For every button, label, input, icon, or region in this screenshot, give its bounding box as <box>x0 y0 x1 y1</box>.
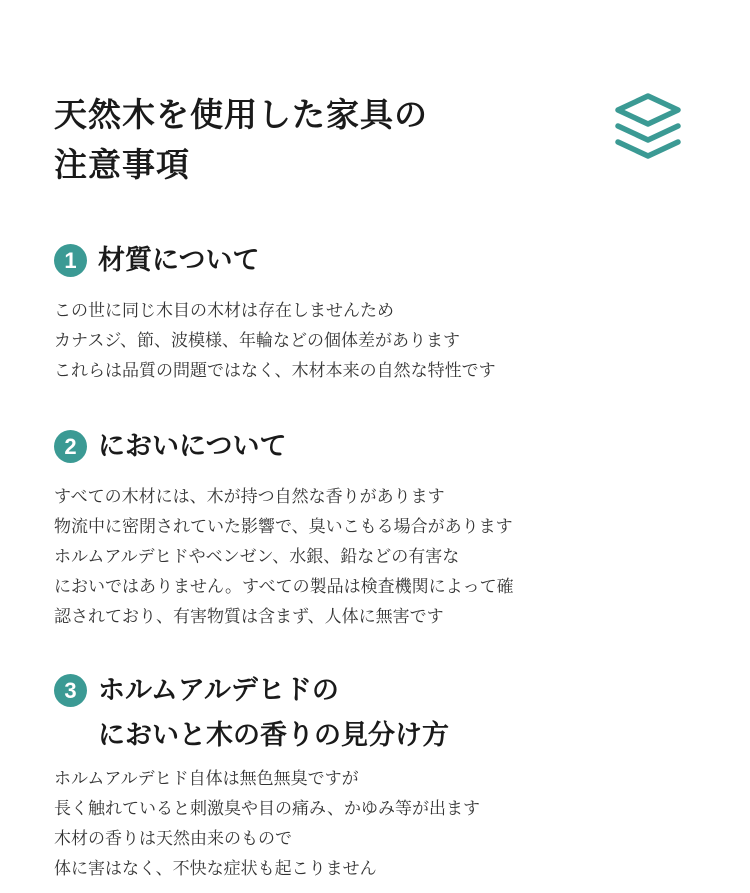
body-line: すべての木材には、木が持つ自然な香りがあります <box>54 487 445 507</box>
body-line: カナスジ、節、波模様、年輪などの個体差があります <box>54 331 460 351</box>
section-title-line: においについて <box>98 431 287 462</box>
section-title <box>98 424 286 469</box>
body-line: 長く触れていると刺激臭や目の痛み、かゆみ等が出ます <box>54 799 481 819</box>
section-header <box>54 238 714 283</box>
section-body <box>54 296 714 386</box>
section-header <box>54 424 714 469</box>
page-title <box>54 90 574 190</box>
body-line: ホルムアルデヒドやベンゼン、水銀、鉛などの有害な <box>54 547 460 567</box>
page-title-line-1: 天然木を使用した家具の <box>54 95 428 134</box>
section-title-line: 材質について <box>98 245 260 276</box>
body-line: この世に同じ木目の木材は存在しませんため <box>54 301 394 321</box>
section-body <box>54 764 714 884</box>
body-line: これらは品質の問題ではなく、木材本来の自然な特性です <box>54 361 496 381</box>
body-line: 認されており、有害物質は含まず、人体に無害です <box>54 607 444 627</box>
section-formaldehyde <box>54 668 714 884</box>
layers-stack-icon <box>612 90 684 162</box>
section-number-badge: 2 <box>54 430 87 463</box>
section-number-badge: 1 <box>54 244 87 277</box>
body-line: 物流中に密閉されていた影響で、臭いこもる場合があります <box>54 517 513 537</box>
section-header <box>54 668 714 758</box>
body-line: 木材の香りは天然由来のもので <box>54 829 292 849</box>
body-line: 体に害はなく、不快な症状も起こりません <box>54 859 377 879</box>
section-title-line: においと木の香りの見分け方 <box>98 720 449 751</box>
section-material <box>54 238 714 386</box>
body-line: ホルムアルデヒド自体は無色無臭ですが <box>54 769 359 789</box>
section-title-line: ホルムアルデヒドの <box>98 675 339 706</box>
section-body <box>54 482 714 632</box>
section-number-badge: 3 <box>54 674 87 707</box>
page-title-line-2: 注意事項 <box>54 145 190 184</box>
body-line: においではありません。すべての製品は検査機関によって確 <box>54 577 514 597</box>
section-title <box>98 238 259 283</box>
section-smell <box>54 424 714 632</box>
section-title <box>98 668 449 758</box>
